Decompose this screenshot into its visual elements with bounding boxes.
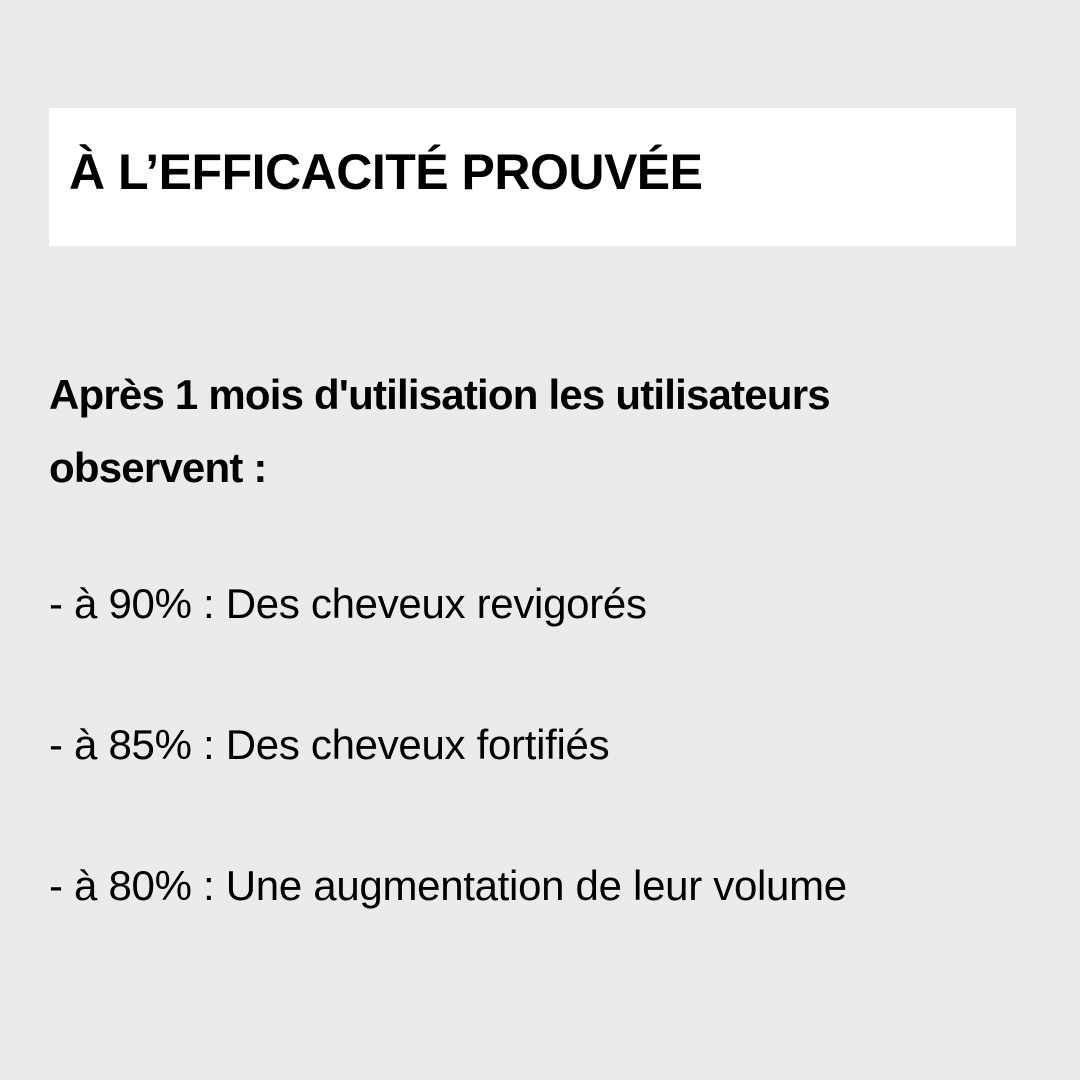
intro-line-1: Après 1 mois d'utilisation les utilisateurs: [49, 371, 830, 418]
title-banner: [49, 108, 1016, 246]
stat-item-fortifies: - à 85% : Des cheveux fortifiés: [49, 721, 610, 768]
intro-line-2: observent :: [49, 444, 267, 491]
stat-item-volume: - à 80% : Une augmentation de leur volume: [49, 862, 847, 909]
stat-item-revigores: - à 90% : Des cheveux revigorés: [49, 580, 647, 627]
intro-paragraph: [49, 358, 1049, 504]
page-title: À L’EFFICACITÉ PROUVÉE: [69, 144, 703, 200]
